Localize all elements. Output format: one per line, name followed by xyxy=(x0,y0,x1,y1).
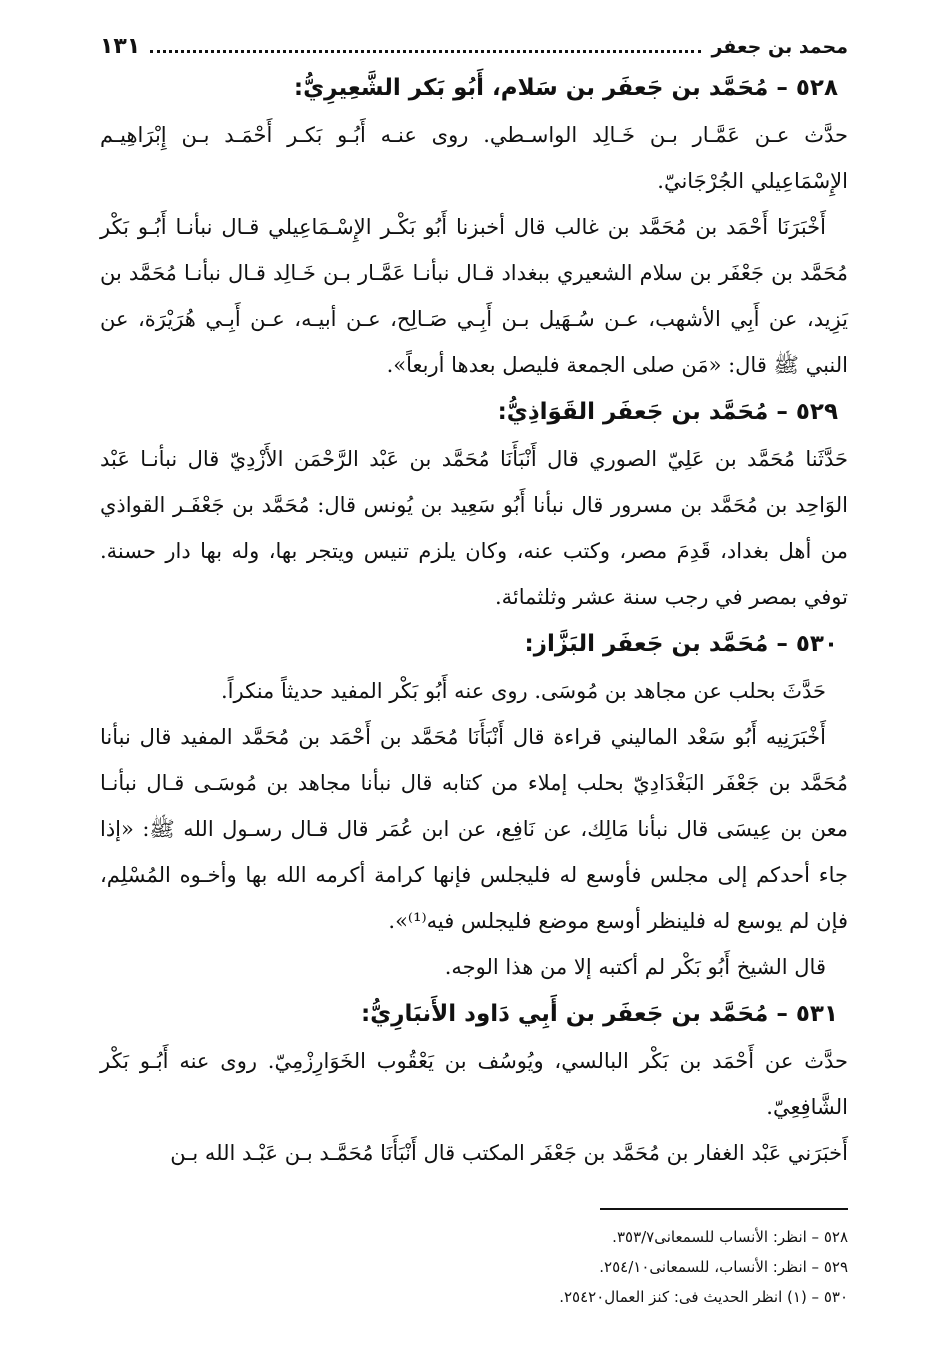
page-number: ١٣١ xyxy=(100,34,141,59)
entry-529-paragraph-1: حَدَّثَنا مُحَمَّد بن عَلِيّ الصوري قال أَنْبَأَنَا مُحَمَّد بن عَبْد الرَّحْمَن الأَزْدِيّ قال نبأنـا عَبْد الوَاحِد بن مُحَمَّد بن مسرور قال نبأنا أَبُو سَعِيد بن يُونس قال: مُحَمَّد بن جَعْفَـر القواذي من أهل بغداد، قَدِمَ مصر، وكتب عنه، وكان يلزم تنيس ويتجر بها، وله بها دار حسنة. توفي بمصر في رجب سنة عشر وثلثمائة. xyxy=(100,447,848,609)
entry-heading-529: ٥٢٩ – مُحَمَّد بن جَعفَر القَوَاذِيُّ: xyxy=(497,399,838,425)
footnote-528: ٥٢٨ – انظر: الأنساب للسمعانى٣٥٣/٧. xyxy=(612,1228,848,1246)
footnote-529: ٥٢٩ – انظر: الأنساب، للسمعانى٢٥٤/١٠. xyxy=(599,1258,848,1276)
page-body xyxy=(100,30,848,1176)
entry-heading-530: ٥٣٠ – مُحَمَّد بن جَعفَر البَزَّاز: xyxy=(524,631,838,657)
leader-dots xyxy=(150,38,701,53)
entry-heading-528: ٥٢٨ – مُحَمَّد بن جَعفَر بن سَلام، أَبُو بَكر الشَّعِيرِيُّ: xyxy=(293,75,838,101)
entry-531-paragraph-2: أَخبَرَني عَبْد الغفار بن مُحَمَّد بن جَعْفَر المكتب قال أَنْبَأَنَا مُحَمَّـد بـن عَبْـد الله بـن xyxy=(170,1141,848,1165)
entry-530-paragraph-2: أَخْبَرَنِيه أَبُو سَعْد الماليني قراءة قال أَنْبَأَنَا مُحَمَّد بن أَحْمَد بن مُحَمَّد المفيد قال نبأنا مُحَمَّد بن جَعْفَر البَغْدَادِيّ بحلب إملاء من كتابه قال نبأنا مجاهد بن مُوسَـى قـال نبأنـا معن بن عِيسَى قال نبأنا مَالِك، عن نَافِع، عن ابن عُمَر قال قـال رسـول الله ﷺ: «إذا جاء أحدكم إلى مجلس فأوسع له فليجلس فإنها كرامة أكرمه الله بها وأخـوه المُسْلِم، فإن لم يوسع له فلينظر أوسع موضع فليجلس فيه⁽¹⁾». xyxy=(100,725,848,933)
footnote-530: ٥٣٠ – (١) انظر الحديث فى: كنز العمال٢٥٤٢٠. xyxy=(559,1288,848,1306)
entry-530-paragraph-3: قال الشيخ أَبُو بَكْر لم أكتبه إلا من هذا الوجه. xyxy=(444,955,826,979)
entry-531-paragraph-1: حدَّث عن أَحْمَد بن بَكْر البالسي، ويُوسُف بن يَعْقُوب الخَوَارِزْمِيّ. روى عنه أَبُـو بَكْر الشَّافِعِيّ. xyxy=(100,1049,848,1119)
footnotes xyxy=(100,1222,848,1312)
footnote-separator xyxy=(600,1208,848,1210)
entry-528-paragraph-2: أَخْبَرَنَا أَحْمَد بن مُحَمَّد بن غالب قال أخبزنا أَبُو بَكْـر الإِسْـمَاعِيلي قـال نبأنـا أَبُـو بَكْر مُحَمَّد بن جَعْفَر بن سلام الشعيري ببغداد قـال نبأنـا عَمَّـار بـن خَـالِد قـال نبأنـا مُحَمَّد بن يَزِيد، عن أَبِي الأشهب، عـن سُـهَيل بـن أَبِـي صَـالِح، عـن أبيـه، عـن أَبِـي هُرَيْرَة، عن النبي ﷺ قال: «مَن صلى الجمعة فليصل بعدها أربعاً». xyxy=(100,215,848,377)
entry-heading-531: ٥٣١ – مُحَمَّد بن جَعفَر بن أَبِي دَاود الأَنبَارِيُّ: xyxy=(360,1001,838,1027)
entry-530-paragraph-1: حَدَّثَ بحلب عن مجاهد بن مُوسَى. روى عنه أَبُو بَكْر المفيد حديثاً منكراً. xyxy=(221,679,826,703)
running-head xyxy=(100,30,848,64)
entry-528-paragraph-1: حدَّث عـن عَمَّـار بـن خَـالِد الواسـطي. روى عنـه أَبُـو بَكـر أَحْمَـد بـن إِبْرَاهِيـم الإِسْمَاعِيلي الجُرْجَانيّ. xyxy=(100,123,848,193)
running-title: محمد بن جعفر xyxy=(711,36,848,58)
